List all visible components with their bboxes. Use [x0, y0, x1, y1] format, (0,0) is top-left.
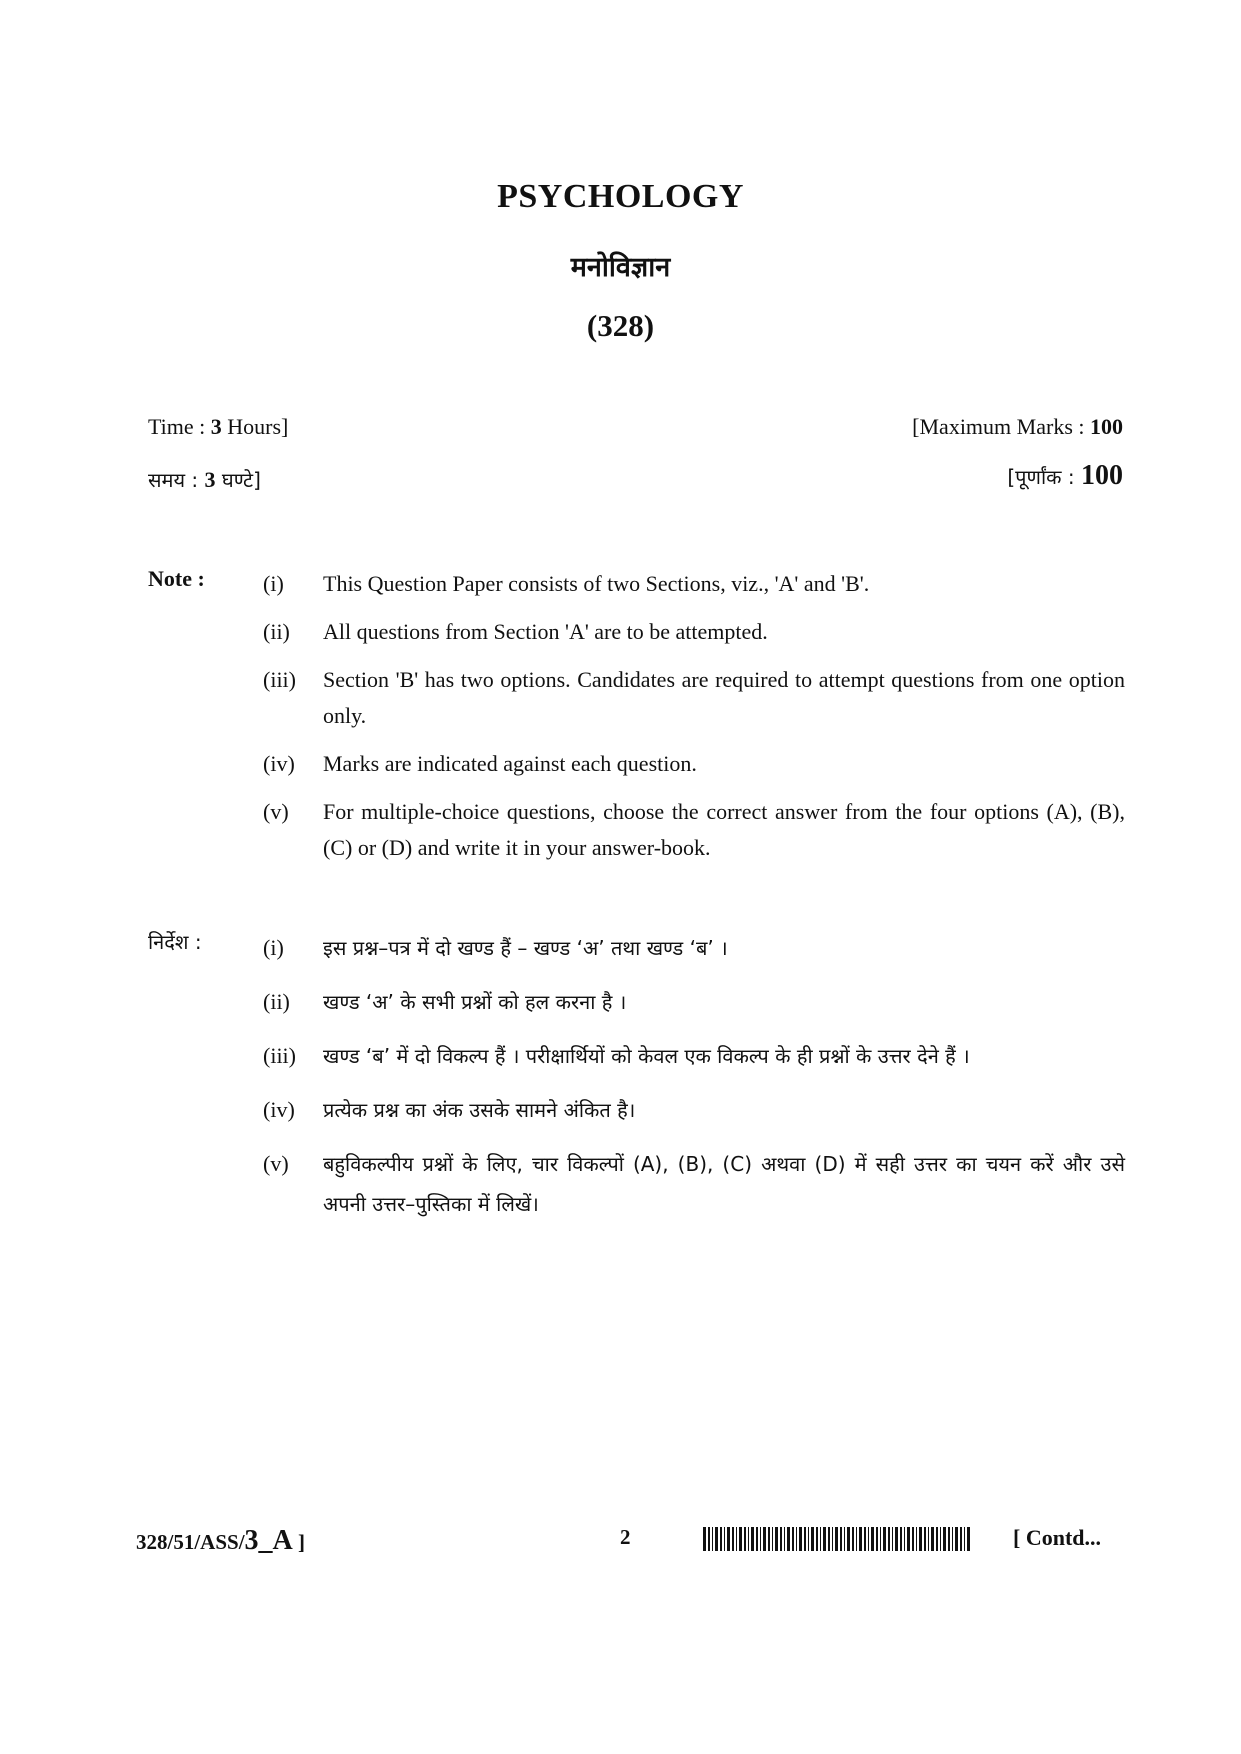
barcode-bar: [804, 1527, 806, 1551]
note-item-text: All questions from Section 'A' are to be attempted.: [323, 619, 768, 644]
footer-code-suffix: ]: [292, 1530, 306, 1554]
max-marks-value-hindi: 100: [1081, 460, 1123, 491]
barcode-bar: [816, 1527, 818, 1551]
note-item-text-hindi: प्रत्येक प्रश्न का अंक उसके सामने अंकित है।: [323, 1098, 636, 1122]
barcode-bar: [712, 1527, 713, 1551]
footer-paper-code: [136, 1525, 305, 1557]
barcode-bar: [844, 1527, 845, 1551]
barcode-bar: [763, 1527, 766, 1551]
note-item: [263, 566, 1125, 602]
barcode-bar: [808, 1527, 809, 1551]
barcode-bar: [703, 1527, 706, 1551]
note-item-number: (ii): [263, 619, 290, 644]
barcode-bar: [931, 1527, 934, 1551]
barcode-bar: [799, 1527, 802, 1551]
barcode-bar: [912, 1527, 914, 1551]
note-item-number: (v): [263, 1151, 289, 1176]
barcode-bar: [952, 1527, 953, 1551]
footer-code-prefix: 328/51/ASS/: [136, 1530, 245, 1554]
note-list-hindi: [263, 928, 1125, 1238]
barcode-bar: [936, 1527, 938, 1551]
barcode-bar: [739, 1527, 742, 1551]
barcode-bar: [768, 1527, 770, 1551]
barcode-bar: [823, 1527, 826, 1551]
time-value: 3: [210, 414, 222, 439]
time-value-hindi: 3: [204, 467, 216, 492]
note-item-text: Section 'B' has two options. Candidates are required to attempt questions from one option only.: [323, 667, 1125, 728]
note-item-number: (i): [263, 935, 284, 960]
barcode-bar: [780, 1527, 782, 1551]
note-item-hindi: [263, 1090, 1125, 1130]
barcode-bar: [835, 1527, 838, 1551]
time-label-hindi: समय :: [148, 468, 205, 492]
note-item-text-hindi: खण्ड ‘ब’ में दो विकल्प हैं । परीक्षार्थियों को केवल एक विकल्प के ही प्रश्नों के उत्तर देने हैं ।: [323, 1044, 970, 1068]
time-row-english: [148, 414, 1123, 440]
barcode-bar: [748, 1527, 749, 1551]
barcode-bar: [840, 1527, 842, 1551]
barcode-bar: [720, 1527, 722, 1551]
barcode-bar: [828, 1527, 830, 1551]
page-footer: [0, 1523, 1241, 1563]
barcode-bar: [888, 1527, 890, 1551]
barcode-bar: [736, 1527, 737, 1551]
barcode-bar: [892, 1527, 893, 1551]
note-label-hindi: निर्देश :: [148, 930, 202, 954]
note-item-number: (v): [263, 799, 289, 824]
barcode-bar: [919, 1527, 922, 1551]
barcode-bar: [744, 1527, 746, 1551]
barcode-bar: [943, 1527, 946, 1551]
note-item: [263, 794, 1125, 866]
barcode-bar: [756, 1527, 758, 1551]
note-item-text: This Question Paper consists of two Sections, viz., 'A' and 'B'.: [323, 571, 870, 596]
paper-title-hindi: मनोविज्ञान: [570, 252, 671, 283]
paper-code: (328): [586, 308, 655, 343]
barcode-bar: [924, 1527, 926, 1551]
page-number: 2: [620, 1525, 631, 1549]
barcode-bar: [727, 1527, 730, 1551]
time-label: Time :: [148, 414, 211, 439]
note-item-text-hindi: खण्ड ‘अ’ के सभी प्रश्नों को हल करना है ।: [323, 990, 627, 1014]
footer-code-set: 3_A: [244, 1525, 293, 1556]
note-item-number: (iii): [263, 667, 296, 692]
barcode-bar: [751, 1527, 754, 1551]
note-list-english: [263, 566, 1125, 878]
note-item-number: (ii): [263, 989, 290, 1014]
note-item-number: (iii): [263, 1043, 296, 1068]
barcode-bar: [852, 1527, 854, 1551]
barcode-bar: [955, 1527, 958, 1551]
barcode-bar: [964, 1527, 965, 1551]
barcode-bar: [916, 1527, 917, 1551]
max-marks-label: [Maximum Marks :: [912, 414, 1090, 439]
barcode-bar: [967, 1527, 970, 1551]
barcode-bar: [811, 1527, 814, 1551]
barcode-bar: [864, 1527, 866, 1551]
note-label: Note :: [148, 566, 205, 591]
note-item-text: For multiple-choice questions, choose the correct answer from the four options (A), (B), (C) or (D) and write it in your answer-book.: [323, 799, 1125, 860]
barcode-bar: [895, 1527, 898, 1551]
barcode-bar: [772, 1527, 773, 1551]
max-marks-hindi: [1007, 460, 1123, 492]
barcode-bar: [856, 1527, 857, 1551]
note-item-hindi: [263, 982, 1125, 1022]
barcode-bar: [792, 1527, 794, 1551]
barcode-bar: [940, 1527, 941, 1551]
note-item: [263, 614, 1125, 650]
barcode-bar: [732, 1527, 734, 1551]
continued-marker: [ Contd...: [1013, 1525, 1102, 1550]
barcode-bar: [904, 1527, 905, 1551]
barcode-bar: [708, 1527, 710, 1551]
barcode-bar: [928, 1527, 929, 1551]
barcode-bar: [871, 1527, 874, 1551]
barcode-bar: [724, 1527, 725, 1551]
barcode-bar: [784, 1527, 785, 1551]
max-marks-label-hindi: [पूर्णांक :: [1007, 465, 1081, 489]
note-item: [263, 746, 1125, 782]
note-item-hindi: [263, 928, 1125, 968]
barcode-bar: [883, 1527, 886, 1551]
barcode-bar: [900, 1527, 902, 1551]
note-item-number: (iv): [263, 751, 295, 776]
note-item: [263, 662, 1125, 734]
barcode-bar: [907, 1527, 910, 1551]
note-item-text-hindi: इस प्रश्न–पत्र में दो खण्ड हैं – खण्ड ‘अ’ तथा खण्ड ‘ब’ ।: [323, 936, 728, 960]
barcode-bar: [775, 1527, 778, 1551]
barcode-bar: [859, 1527, 862, 1551]
barcode-bar: [876, 1527, 878, 1551]
barcode-bar: [832, 1527, 833, 1551]
time-unit: Hours]: [221, 414, 289, 439]
max-marks-value: 100: [1090, 414, 1123, 439]
barcode-bar: [787, 1527, 790, 1551]
time-row-hindi: [148, 460, 1123, 493]
paper-title: PSYCHOLOGY: [497, 178, 744, 215]
note-item-text: Marks are indicated against each question.: [323, 751, 697, 776]
barcode-bar: [880, 1527, 881, 1551]
barcode: [703, 1527, 971, 1551]
time-unit-hindi: घण्टे]: [215, 468, 261, 492]
barcode-bar: [715, 1527, 718, 1551]
barcode-bar: [847, 1527, 850, 1551]
barcode-bar: [820, 1527, 821, 1551]
barcode-bar: [960, 1527, 962, 1551]
note-item-number: (i): [263, 571, 284, 596]
note-item-text-hindi: बहुविकल्पीय प्रश्नों के लिए, चार विकल्पों (A), (B), (C) अथवा (D) में सही उत्तर का चयन करें और उसे अपनी उत्तर–पुस्तिका में लिखें।: [323, 1152, 1125, 1216]
barcode-bar: [948, 1527, 950, 1551]
note-item-hindi: [263, 1144, 1125, 1224]
barcode-bar: [760, 1527, 761, 1551]
max-marks: [912, 414, 1123, 440]
note-item-number: (iv): [263, 1097, 295, 1122]
note-item-hindi: [263, 1036, 1125, 1076]
barcode-bar: [796, 1527, 797, 1551]
barcode-bar: [868, 1527, 869, 1551]
